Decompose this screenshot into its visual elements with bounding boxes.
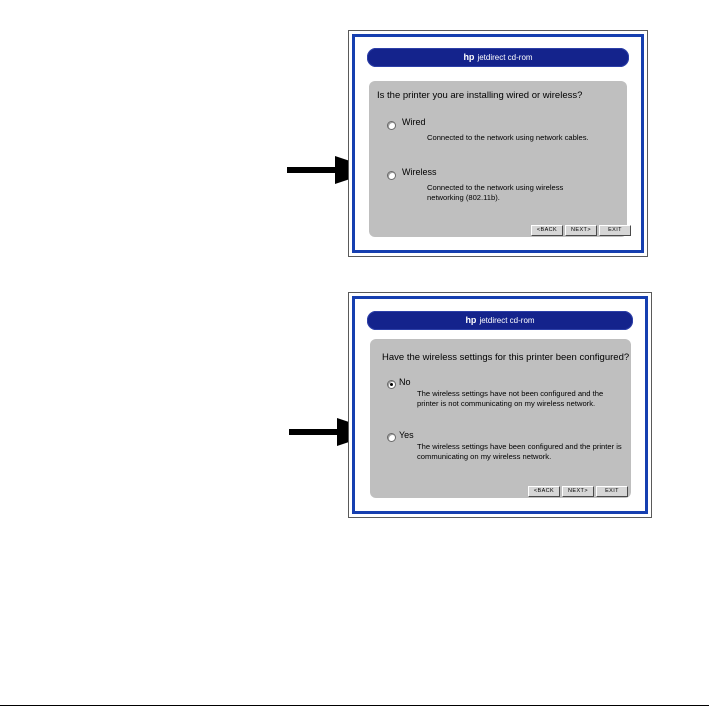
window-frame: [352, 296, 648, 514]
title-text: jetdirect cd-rom: [477, 53, 533, 62]
option-label-yes: Yes: [399, 430, 414, 440]
installer-window-wired-wireless: [348, 30, 648, 257]
question-text: Have the wireless settings for this printer been configured?: [382, 352, 630, 363]
back-button[interactable]: <BACK: [528, 486, 560, 497]
back-button[interactable]: <BACK: [531, 225, 563, 236]
content-panel: [369, 81, 627, 237]
option-label-wireless: Wireless: [402, 167, 437, 177]
radio-wired[interactable]: [387, 121, 396, 130]
exit-button[interactable]: EXIT: [599, 225, 631, 236]
next-button[interactable]: NEXT>: [565, 225, 597, 236]
radio-no[interactable]: [387, 380, 396, 389]
hp-logo: hp: [463, 52, 475, 62]
title-bar: [367, 311, 633, 330]
title-bar: [367, 48, 629, 67]
option-desc-wired: Connected to the network using network cables.: [427, 133, 589, 142]
installer-window-wireless-configured: [348, 292, 652, 518]
exit-button[interactable]: EXIT: [596, 486, 628, 497]
hp-logo: hp: [465, 315, 477, 325]
radio-yes[interactable]: [387, 433, 396, 442]
title-text: jetdirect cd-rom: [479, 316, 535, 325]
question-text: Is the printer you are installing wired or wireless?: [377, 90, 583, 101]
option-desc-no: The wireless settings have not been configured and the printer is not communicating on my wireless network.: [417, 389, 604, 408]
option-label-wired: Wired: [402, 117, 426, 127]
bottom-rule: [0, 705, 709, 706]
option-desc-yes: The wireless settings have been configured and the printer is communicating on my wireless network.: [417, 442, 622, 461]
next-button[interactable]: NEXT>: [562, 486, 594, 497]
content-panel: [370, 339, 631, 498]
option-label-no: No: [399, 377, 411, 387]
radio-wireless[interactable]: [387, 171, 396, 180]
option-desc-wireless: Connected to the network using wireless networking (802.11b).: [427, 183, 564, 202]
window-frame: [352, 34, 644, 253]
